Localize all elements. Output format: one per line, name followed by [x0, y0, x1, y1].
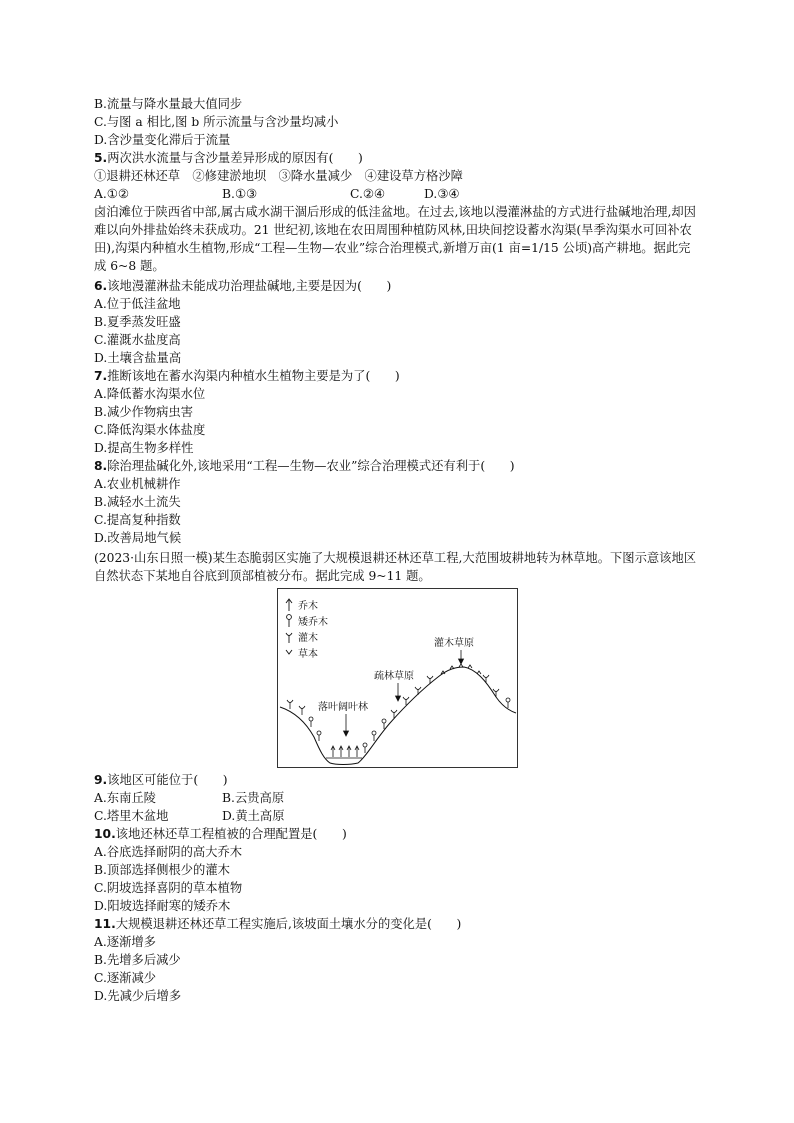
legend-label-tree: 乔木 [298, 601, 318, 612]
question-number: 10. [94, 827, 116, 841]
q5-option-b: B.①③ [222, 187, 257, 201]
q10-stem [94, 825, 347, 843]
q11-option-d: D.先减少后增多 [94, 989, 182, 1003]
label-shrub-grassland: 灌木草原 [434, 638, 474, 649]
vegetation-profile-svg [278, 589, 517, 767]
question-text: 该地漫灌淋盐未能成功治理盐碱地,主要是因为( ) [107, 279, 392, 293]
question-text: 除治理盐碱化外,该地采用“工程—生物—农业”综合治理模式还有利于( ) [107, 459, 515, 473]
passage-returning-farmland: (2023·山东日照一模)某生态脆弱区实施了大规模退耕还林还草工程,大范围坡耕地转为林草地。下图示意该地区自然状态下某地自谷底到顶部植被分布。据此完成 9~11 题。 [94, 551, 697, 583]
question-text: 大规模退耕还林还草工程实施后,该坡面土壤水分的变化是( ) [115, 917, 462, 931]
q6-option-a: A.位于低洼盆地 [94, 297, 181, 311]
q11-option-a: A.逐渐增多 [94, 935, 156, 949]
q9-option-b: B.云贵高原 [222, 791, 285, 805]
q7-option-a: A.降低蓄水沟渠水位 [94, 387, 206, 401]
shrub-legend-icon [286, 633, 292, 643]
q10-option-b: B.顶部选择侧根少的灌木 [94, 863, 230, 877]
legend-label-shrub: 灌木 [298, 633, 318, 644]
q9-stem [94, 771, 228, 789]
question-number: 5. [94, 151, 108, 165]
arrow-deciduous-forest [344, 714, 349, 736]
arrow-shrub-grassland [459, 650, 464, 664]
question-text: 该地还林还草工程植被的合理配置是( ) [115, 827, 347, 841]
q10-option-a: A.谷底选择耐阴的高大乔木 [94, 845, 243, 859]
q7-option-b: B.减少作物病虫害 [94, 405, 194, 419]
q10-option-c: C.阴坡选择喜阴的草本植物 [94, 881, 243, 895]
legend-label-grass: 草本 [298, 649, 318, 660]
q7-stem [94, 367, 400, 385]
q5-options [94, 185, 459, 203]
q4-option-c: C.与图 a 相比,图 b 所示流量与含沙量均减小 [94, 115, 339, 129]
tree-legend-icon [286, 599, 292, 611]
q5-option-d: D.③④ [424, 187, 460, 201]
label-deciduous-forest: 落叶阔叶林 [318, 702, 368, 713]
question-number: 8. [94, 459, 108, 473]
question-number: 6. [94, 279, 108, 293]
q5-option-a: A.①② [94, 187, 129, 201]
q11-stem [94, 915, 461, 933]
q6-option-d: D.土壤含盐量高 [94, 351, 182, 365]
q8-option-a: A.农业机械耕作 [94, 477, 181, 491]
q9-options-row2 [94, 807, 285, 825]
q7-option-d: D.提高生物多样性 [94, 441, 194, 455]
question-text: 两次洪水流量与含沙量差异形成的原因有( ) [107, 151, 363, 165]
q7-option-c: C.降低沟渠水体盐度 [94, 423, 206, 437]
valley-trees [331, 746, 359, 757]
q6-stem [94, 277, 391, 295]
q8-option-b: B.减轻水土流失 [94, 495, 181, 509]
question-number: 9. [94, 773, 108, 787]
question-text: 该地区可能位于( ) [107, 773, 228, 787]
q11-option-b: B.先增多后减少 [94, 953, 181, 967]
q9-options-row1 [94, 789, 284, 807]
q9-option-d: D.黄土高原 [222, 809, 285, 823]
q6-option-b: B.夏季蒸发旺盛 [94, 315, 181, 329]
q5-stem [94, 149, 363, 167]
q6-option-c: C.灌溉水盐度高 [94, 333, 181, 347]
vegetation-profile-figure [277, 588, 518, 768]
arrow-sparse-forest-grassland [396, 683, 401, 701]
passage-luboitan: 卤泊滩位于陕西省中部,属古咸水湖干涸后形成的低洼盆地。在过去,该地以漫灌淋盐的方式进行盐碱地治理,却因难以向外排盐始终未获成功。21 世纪初,该地在农田周围种植防风林,田块间挖设蓄水沟渠(旱季沟渠水可回补农田),沟渠内种植水生植物,形成“工程—生物—农业”综合治理模式,新增万亩(1 亩=1/15 公顷)高产耕地。据此完成 6~8 题。 [94, 205, 696, 273]
q5-option-c: C.②④ [350, 187, 385, 201]
q8-stem [94, 457, 515, 475]
legend-label-small-tree: 矮乔木 [298, 617, 328, 628]
label-sparse-forest-grassland: 疏林草原 [374, 671, 414, 682]
q9-option-a: A.东南丘陵 [94, 791, 156, 805]
q10-option-d: D.阳坡选择耐寒的矮乔木 [94, 899, 231, 913]
question-text: 推断该地在蓄水沟渠内种植水生植物主要是为了( ) [107, 369, 400, 383]
q8-option-d: D.改善局地气候 [94, 531, 182, 545]
q11-option-c: C.逐渐减少 [94, 971, 157, 985]
small-tree-legend-icon [287, 615, 292, 627]
q4-option-b: B.流量与降水量最大值同步 [94, 97, 243, 111]
question-number: 11. [94, 917, 116, 931]
q8-option-c: C.提高复种指数 [94, 513, 181, 527]
grass-legend-icon [286, 650, 292, 654]
q4-option-d: D.含沙量变化滞后于流量 [94, 133, 231, 147]
q5-items: ①退耕还林还草 ②修建淤地坝 ③降水量减少 ④建设草方格沙障 [94, 169, 463, 183]
question-number: 7. [94, 369, 108, 383]
legend [286, 599, 328, 660]
q9-option-c: C.塔里木盆地 [94, 809, 169, 823]
